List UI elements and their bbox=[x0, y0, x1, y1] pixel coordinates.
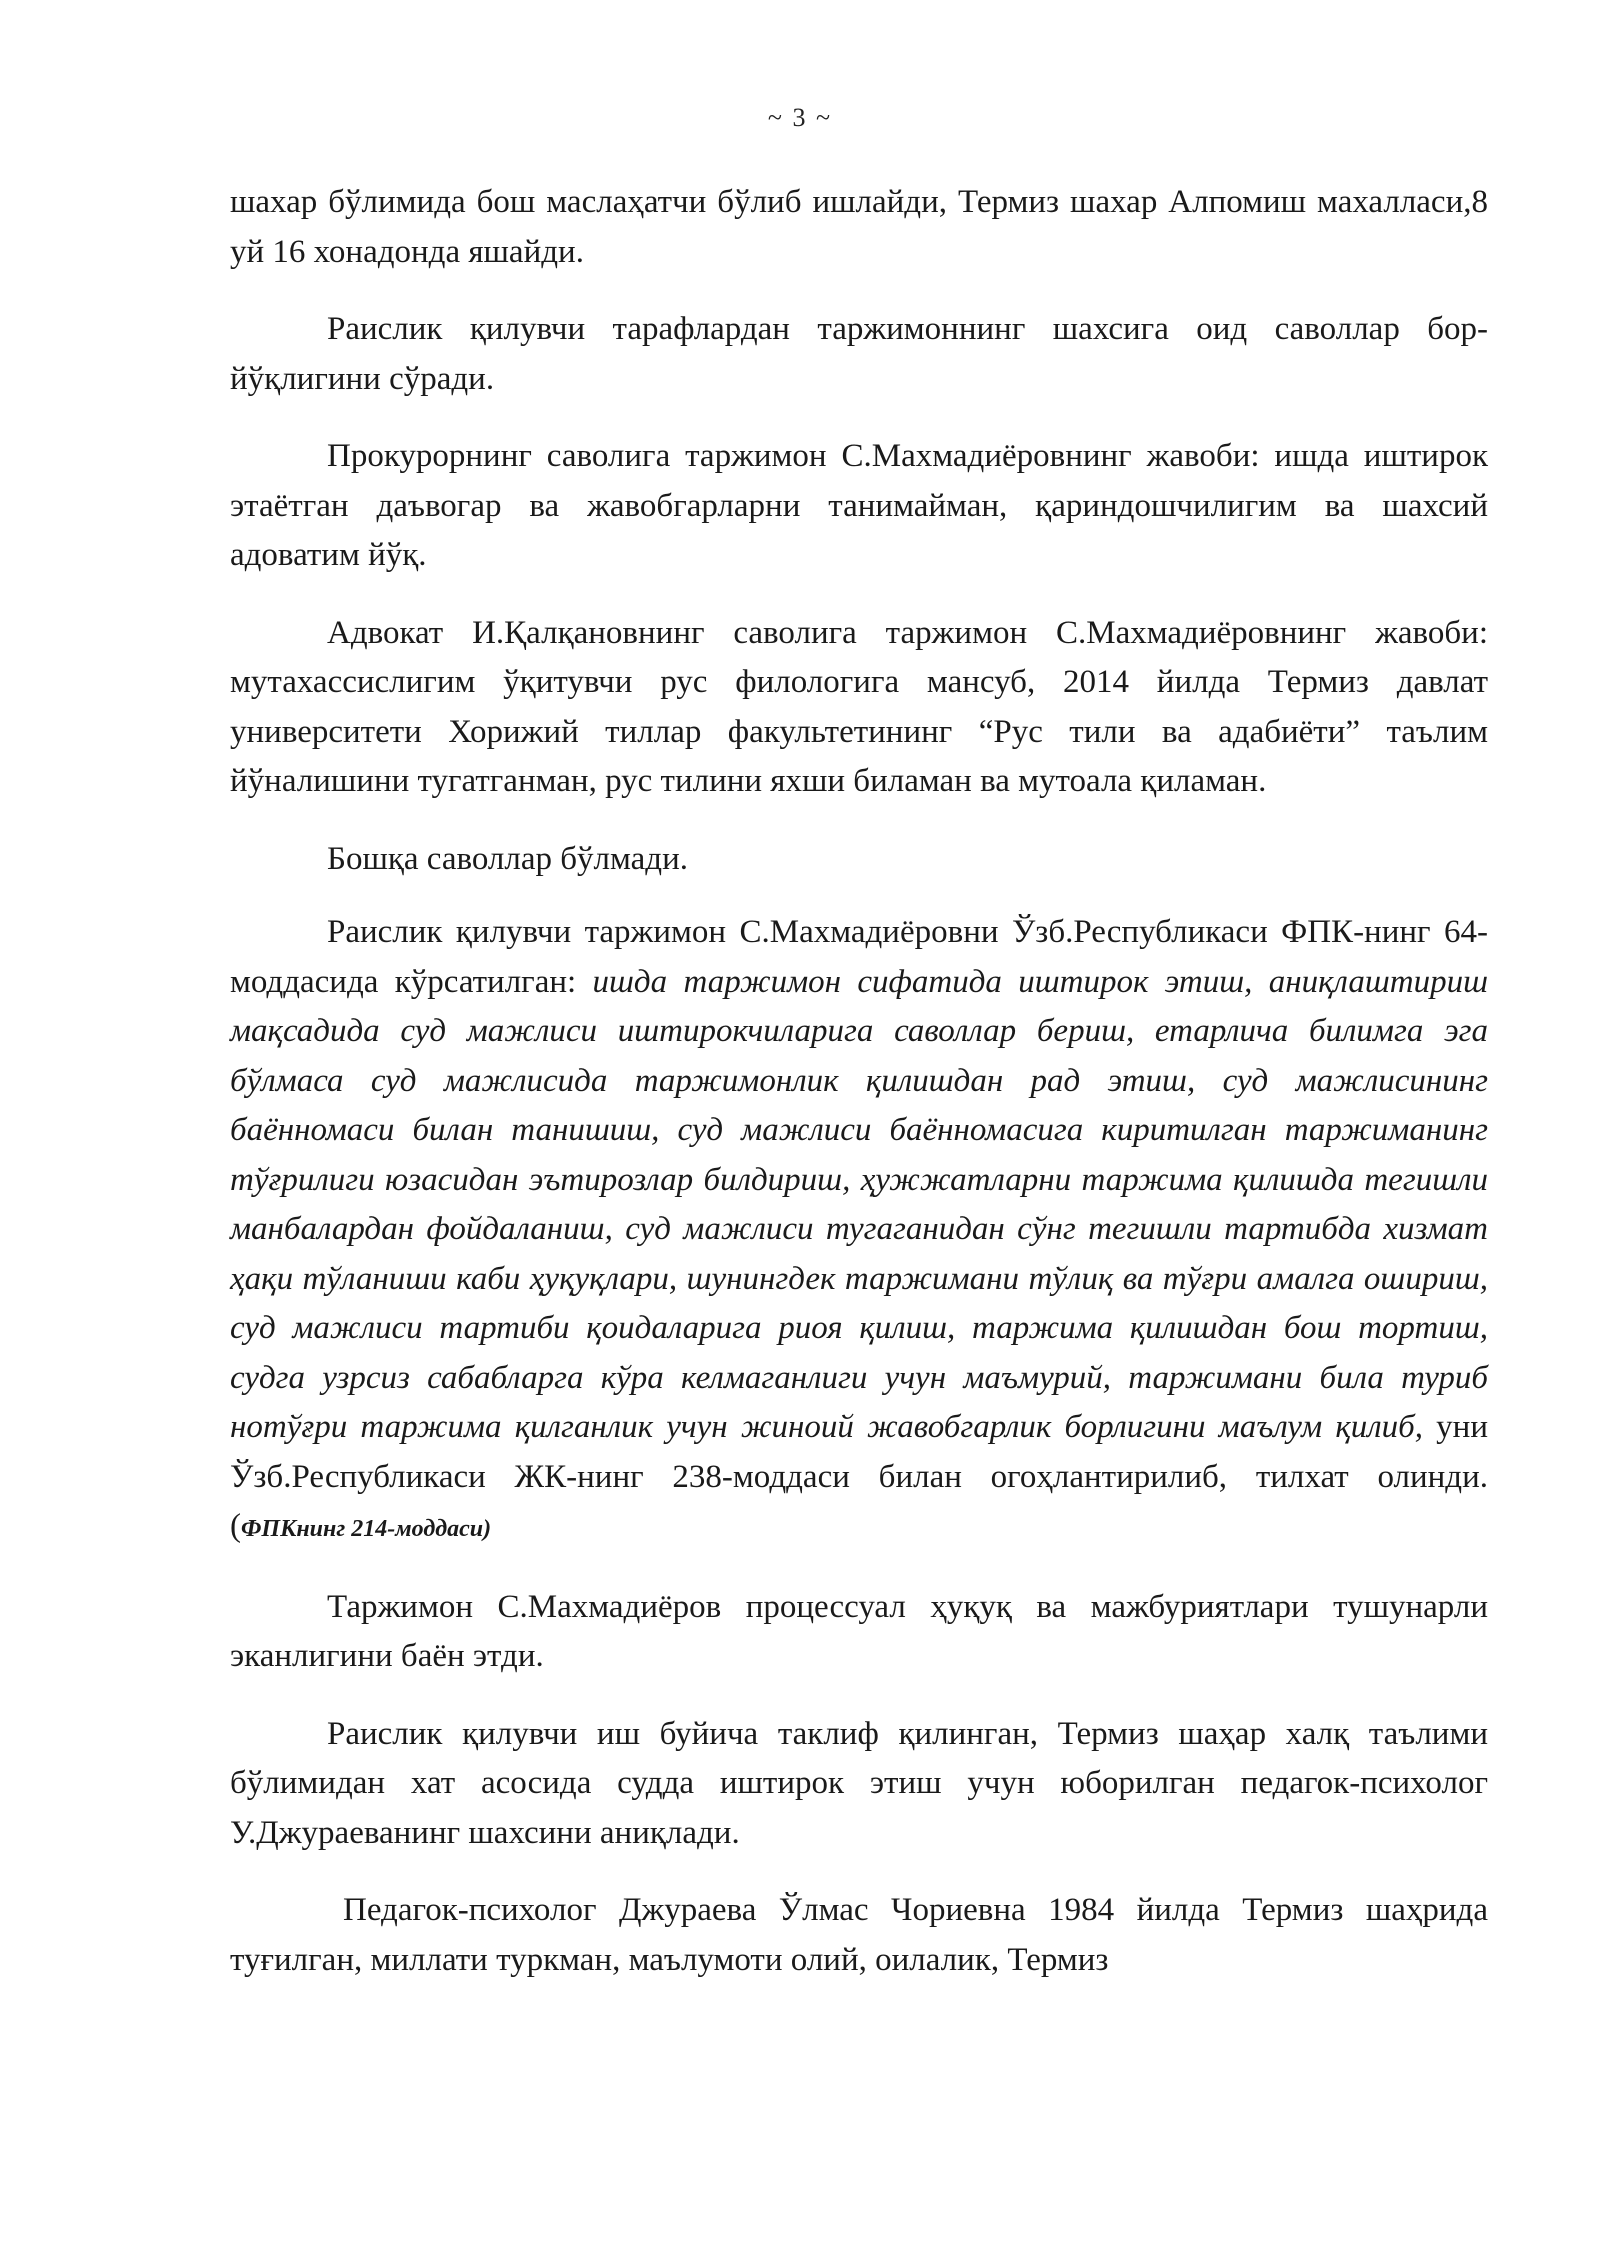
paragraph-3: Прокурорнинг саволига таржимон С.Махмадиёровнинг жавоби: ишда иштирок этаётган даъвогар ва жавобгарларни танимайман, қариндошчилигим ва шахсий адоватим йўқ. bbox=[230, 438, 1488, 573]
paragraph-6-intro: Раислик қилувчи таржимон С.Махмадиёровни Ўзб.Республикаси ФПК-нинг 64-моддасида кўрсатилган: bbox=[230, 914, 1488, 1000]
paragraph-4: Адвокат И.Қалқановнинг саволига таржимон С.Махмадиёровнинг жавоби: мутахассислигим ўқитувчи рус филологига мансуб, 2014 йилда Термиз давлат университети Хорижий тиллар факультетининг “Рус тили ва адабиёти” таълим йўналишини тугатганман, рус тилини яхши биламан ва мутоала қиламан. bbox=[230, 614, 1488, 799]
paragraph-1: шахар бўлимида бош маслаҳатчи бўлиб ишлайди, Термиз шахар Алпомиш махалласи,8 уй 16 хонадонда яшайди. bbox=[230, 184, 1488, 270]
paragraph-8: Раислик қилувчи иш буйича таклиф қилинган, Термиз шаҳар халқ таълими бўлимидан хат асосида судда иштирок этиш учун юборилган педагок-психолог У.Джураеванинг шахсини аниқлади. bbox=[230, 1715, 1488, 1851]
paragraph-6-reference: ФПКнинг 214-моддаси) bbox=[241, 1516, 492, 1542]
document-body bbox=[230, 178, 1488, 2013]
paragraph-6 bbox=[230, 908, 1488, 1555]
paragraph-5: Бошқа саволлар бўлмади. bbox=[327, 840, 689, 877]
paragraph-6-rights-italic: ишда таржимон сифатида иштирок этиш, аниқлаштириш мақсадида суд мажлиси иштирокчиларига саволлар бериш, етарлича билимга эга бўлмаса суд мажлисида таржимонлик қилишдан рад этиш, суд мажлисининг баённомаси билан танишиш, суд мажлиси баённомасига киритилган таржиманинг тўғрилиги юзасидан эътирозлар билдириш, ҳужжатларни таржима қилишда тегишли манбалардан фойдаланиш, суд мажлиси тугаганидан сўнг тегишли тартибда хизмат ҳақи тўланиши каби ҳуқуқлари, шунингдек таржимани тўлиқ ва тўғри амалга ошириш, суд мажлиси тартиби қоидаларига риоя қилиш, таржима қилишдан бош тортиш, судга узрсиз сабабларга кўра келмаганлиги учун маъмурий, таржимани била туриб нотўғри таржима қилганлик учун жиноий жавобгарлик борлигини маълум қилиб, bbox=[230, 963, 1488, 1445]
paragraph-7: Таржимон С.Махмадиёров процессуал ҳуқуқ ва мажбуриятлари тушунарли эканлигини баён этди. bbox=[230, 1588, 1488, 1674]
paragraph-2: Раислик қилувчи тарафлардан таржимоннинг шахсига оид саволлар бор-йўқлигини сўради. bbox=[230, 311, 1488, 397]
page-number: ~ 3 ~ bbox=[767, 103, 833, 132]
paragraph-9: Педагок-психолог Джураева Ўлмас Чориевна 1984 йилда Термиз шаҳрида туғилган, миллати туркман, маълумоти олий, оилалик, Термиз bbox=[230, 1892, 1488, 1978]
paragraph-6-outro: уни Ўзб.Республикаси ЖК-нинг 238-моддаси билан огоҳлантирилиб, тилхат олинди. ( bbox=[230, 1409, 1488, 1544]
